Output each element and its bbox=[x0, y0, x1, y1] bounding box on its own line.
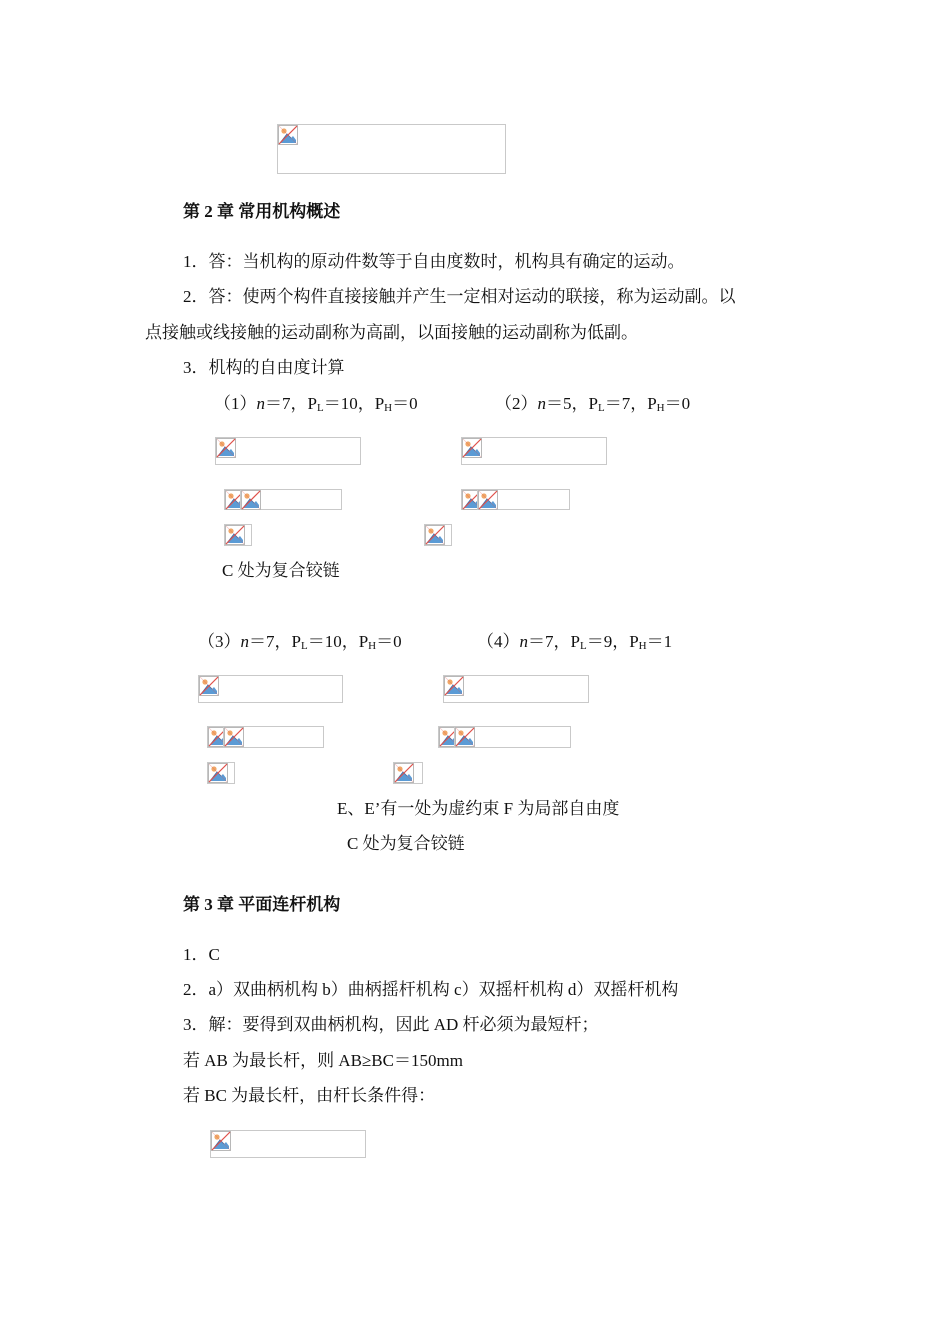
broken-image-icon bbox=[224, 727, 244, 747]
formula-image bbox=[277, 124, 506, 174]
broken-image-icon bbox=[241, 490, 261, 510]
case-2-result-image-b bbox=[477, 489, 570, 510]
ch2-answer-2-line2: 点接触或线接触的运动副称为高副，以面接触的运动副称为低副。 bbox=[145, 323, 638, 342]
note-compound-hinge-1: C 处为复合铰链 bbox=[222, 561, 340, 580]
ch3-line-bc: 若 BC 为最长杆，由杆长条件得： bbox=[183, 1086, 436, 1105]
case-4-formula-image bbox=[443, 675, 589, 703]
broken-image-icon bbox=[478, 490, 498, 510]
broken-image-icon bbox=[462, 438, 482, 458]
case-1-result-image-b bbox=[240, 489, 342, 510]
case-4-formula: （4）n＝7，$P_L=9$，$P_H=1$ bbox=[477, 632, 673, 652]
case-4-result-image-b bbox=[454, 726, 571, 748]
note-compound-hinge-2: C 处为复合铰链 bbox=[347, 834, 465, 853]
broken-image-icon bbox=[216, 438, 236, 458]
ch3-answer-3: 3．解：要得到双曲柄机构，因此 AD 杆必须为最短杆； bbox=[183, 1015, 599, 1034]
case-3-mechanism-image bbox=[207, 762, 235, 784]
ch2-answer-2-line1: 2．答：使两个构件直接接触并产生一定相对运动的联接，称为运动副。以 bbox=[183, 287, 736, 306]
broken-image-icon bbox=[208, 763, 228, 783]
broken-image-icon bbox=[425, 525, 445, 545]
broken-image-icon bbox=[225, 525, 245, 545]
case-3-result-image-b bbox=[223, 726, 324, 748]
case-4-mechanism-image bbox=[393, 762, 423, 784]
ch3-formula-image bbox=[210, 1130, 366, 1158]
broken-image-icon bbox=[455, 727, 475, 747]
case-2-formula: （2）n＝5，$P_L=7$，$P_H=0$ bbox=[495, 394, 691, 414]
ch3-answer-2: 2．a）双曲柄机构 b）曲柄摇杆机构 c）双摇杆机构 d）双摇杆机构 bbox=[183, 980, 679, 999]
broken-image-icon bbox=[199, 676, 219, 696]
broken-image-icon bbox=[211, 1131, 231, 1151]
broken-image-icon bbox=[278, 125, 298, 145]
case-1-formula: （1）n＝7，$P_L=10$，$P_H=0$ bbox=[214, 394, 418, 414]
case-3-formula-image bbox=[198, 675, 343, 703]
ch3-answer-1: 1．C bbox=[183, 945, 220, 964]
case-3-formula: （3）n＝7，$P_L=10$，$P_H=0$ bbox=[198, 632, 402, 652]
broken-image-icon bbox=[394, 763, 414, 783]
case-2-mechanism-image bbox=[424, 524, 452, 546]
note-virtual-constraint: E、E’有一处为虚约束 F 为局部自由度 bbox=[337, 799, 620, 818]
case-2-formula-image bbox=[461, 437, 607, 465]
chapter-2-title: 第 2 章 常用机构概述 bbox=[183, 202, 341, 221]
case-1-formula-image bbox=[215, 437, 361, 465]
chapter-3-title: 第 3 章 平面连杆机构 bbox=[183, 895, 341, 914]
ch3-line-ab: 若 AB 为最长杆，则 AB≥BC＝150mm bbox=[183, 1051, 463, 1070]
ch2-answer-3: 3．机构的自由度计算 bbox=[183, 358, 345, 377]
broken-image-icon bbox=[444, 676, 464, 696]
case-1-mechanism-image bbox=[224, 524, 252, 546]
ch2-answer-1: 1．答：当机构的原动件数等于自由度数时，机构具有确定的运动。 bbox=[183, 252, 685, 271]
